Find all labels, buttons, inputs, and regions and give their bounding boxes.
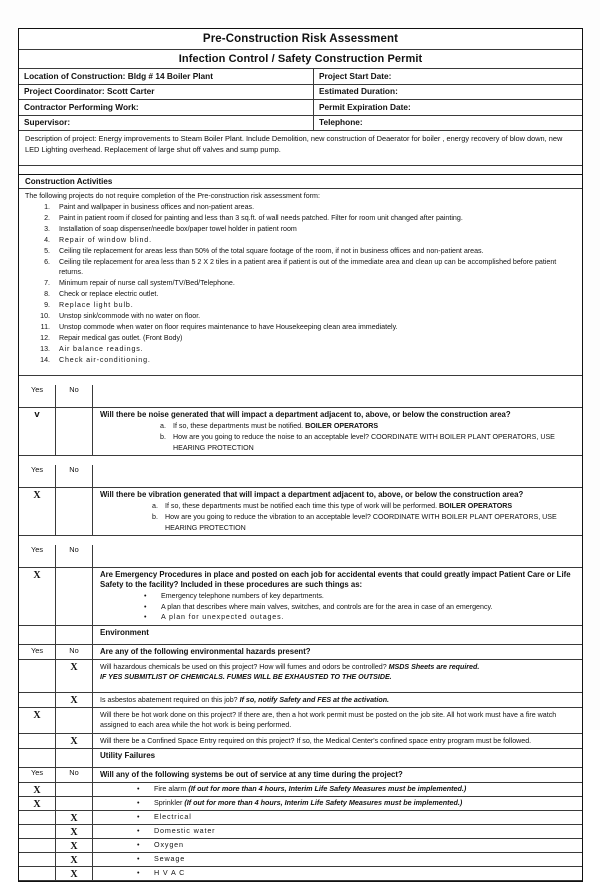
column-header-yes: Yes: [19, 545, 56, 567]
vibration-sub-a-label: a.: [152, 502, 158, 511]
activity-item: [25, 224, 576, 234]
environment-row-line1: [100, 695, 577, 705]
environment-row: [19, 734, 582, 749]
column-header-no: No: [56, 645, 93, 659]
activity-number: 6.: [44, 257, 50, 266]
info-row-location: [19, 69, 582, 85]
column-header-yes: Yes: [19, 385, 56, 407]
activity-number: 3.: [44, 224, 50, 233]
noise-sub-a-text: If so, these departments must be notified. BOILER OPERATORS: [173, 422, 379, 431]
utility-row-body: [93, 797, 582, 810]
utility-system-name: Fire alarm: [154, 783, 189, 793]
permit-expiration-date-field[interactable]: Permit Expiration Date:: [319, 101, 411, 112]
utility-no-checkbox[interactable]: [56, 783, 93, 796]
utility-rows: [19, 783, 582, 881]
utility-no-checkbox[interactable]: X: [56, 867, 93, 880]
utility-item: [93, 854, 577, 864]
emergency-bullet-text: A plan that describes where main valves, switches, and controls are for the area in case of an emergency.: [161, 602, 493, 611]
utility-yes-checkbox[interactable]: [19, 811, 56, 824]
activity-item: [25, 257, 576, 278]
activity-number: 12.: [40, 333, 50, 342]
utility-yes-checkbox[interactable]: [19, 867, 56, 880]
utility-no-checkbox[interactable]: X: [56, 839, 93, 852]
column-header-yes: Yes: [19, 465, 56, 487]
project-coordinator-field[interactable]: Project Coordinator: Scott Carter: [19, 85, 314, 100]
environment-label-row: [19, 626, 582, 645]
estimated-duration-field[interactable]: Estimated Duration:: [319, 86, 398, 97]
page-title: Pre-Construction Risk Assessment: [19, 29, 582, 50]
activity-number: 9.: [44, 300, 50, 309]
activity-text: Repair of window blind.: [59, 235, 152, 244]
utility-system-name: Electrical: [154, 811, 192, 821]
info-row-contractor: [19, 100, 582, 116]
activity-item: [25, 344, 576, 354]
section-header-construction-activities: Construction Activities: [19, 175, 582, 190]
emergency-bullet-list: [100, 591, 577, 623]
utility-system-note: (If out for more than 4 hours, Interim Life Safety Measures must be implemented.): [184, 797, 463, 807]
vibration-yes-checkbox[interactable]: X: [19, 488, 56, 535]
environment-row-line1: [100, 662, 577, 672]
environment-row-text: [93, 660, 582, 692]
column-header-no: No: [56, 465, 93, 487]
environment-row-plain: Will there be hot work done on this project? If there are, then a hot work permit must be posted on the job site. All hot work must have a fire watch assigned to each area while the hot work is being performed.: [100, 711, 557, 730]
vibration-sub-a-text: If so, these departments must be notified each time this type of work will be performed. BOILER OPERATORS: [165, 502, 513, 511]
environment-row: [19, 693, 582, 708]
environment-row-text: [93, 708, 582, 733]
environment-label-no-spacer: [56, 626, 93, 644]
environment-row-line1: [100, 736, 577, 746]
utility-item: [93, 868, 577, 878]
emergency-question-row: [19, 568, 582, 626]
utility-row: [19, 853, 582, 867]
environment-row: [19, 660, 582, 693]
noise-yesno-header: [19, 385, 582, 408]
utility-row: [19, 839, 582, 853]
bullet-dot-icon: •: [137, 797, 140, 807]
vibration-sub-b-label: b.: [152, 513, 158, 522]
vibration-header-spacer: [93, 465, 582, 487]
utility-label-no-spacer: [56, 749, 93, 767]
utility-yes-checkbox[interactable]: [19, 839, 56, 852]
bullet-dot-icon: •: [144, 592, 147, 601]
activity-item: [25, 246, 576, 256]
environment-row-line1: [100, 710, 577, 731]
utility-no-checkbox[interactable]: [56, 797, 93, 810]
activity-item: [25, 278, 576, 288]
activity-text: Minimum repair of nurse call system/TV/Bed/Telephone.: [59, 279, 235, 288]
environment-yes-checkbox[interactable]: [19, 660, 56, 692]
utility-row: [19, 797, 582, 811]
environment-label-yes-spacer: [19, 626, 56, 644]
utility-row: [19, 783, 582, 797]
info-row-coordinator: [19, 85, 582, 101]
activity-number: 4.: [44, 235, 50, 244]
vibration-sub-b-text: How are you going to reduce the vibration to an acceptable level? COORDINATE WITH BOILER PLANT OPERATORS, USE HEARING PROTECTION: [165, 513, 557, 532]
location-of-construction-field[interactable]: Location of Construction: Bldg # 14 Boiler Plant: [19, 69, 314, 84]
activity-item: [25, 289, 576, 299]
utility-item: [93, 812, 577, 822]
spacer-band-top: [19, 166, 582, 175]
activity-number: 8.: [44, 289, 50, 298]
noise-sub-a: [100, 421, 577, 431]
environment-no-checkbox[interactable]: X: [56, 693, 93, 707]
activity-item: [25, 355, 576, 365]
utility-system-note: (If out for more than 4 hours, Interim Life Safety Measures must be implemented.): [188, 783, 467, 793]
utility-system-name: Oxygen: [154, 839, 184, 849]
utility-row-body: [93, 839, 582, 852]
vibration-no-checkbox[interactable]: [56, 488, 93, 535]
environment-row: [19, 708, 582, 734]
activity-text: Check or replace electric outlet.: [59, 289, 159, 298]
contractor-performing-work-field[interactable]: Contractor Performing Work:: [19, 100, 314, 115]
environment-yesno-header: [19, 645, 582, 660]
emergency-yes-checkbox[interactable]: X: [19, 568, 56, 625]
activity-item: [25, 213, 576, 223]
spacer-band-activities: [19, 376, 582, 385]
project-start-date-field[interactable]: Project Start Date:: [319, 70, 392, 81]
activity-number: 5.: [44, 246, 50, 255]
bullet-dot-icon: •: [137, 867, 140, 877]
utility-no-checkbox[interactable]: X: [56, 825, 93, 838]
noise-header-spacer: [93, 385, 582, 407]
environment-heading: Are any of the following environmental hazards present?: [100, 647, 311, 657]
activity-number: 11.: [40, 322, 50, 331]
bullet-dot-icon: •: [137, 811, 140, 821]
bullet-dot-icon: •: [137, 825, 140, 835]
noise-sub-b: [100, 432, 577, 453]
utility-row-body: [93, 853, 582, 866]
emergency-bullet-text: A plan for unexpected outages.: [161, 613, 285, 622]
supervisor-field[interactable]: Supervisor:: [19, 116, 314, 131]
activity-number: 2.: [44, 214, 50, 223]
utility-yes-checkbox[interactable]: X: [19, 783, 56, 796]
noise-question-body: [93, 408, 582, 455]
environment-row-text: [93, 693, 582, 707]
utility-row: [19, 867, 582, 881]
utility-yes-checkbox[interactable]: X: [19, 797, 56, 810]
environment-no-checkbox[interactable]: X: [56, 660, 93, 692]
utility-item: [93, 798, 577, 808]
vibration-question-text: Will there be vibration generated that will impact a department adjacent to, above, or below the construction area?: [100, 489, 524, 499]
noise-yes-checkbox[interactable]: v: [19, 408, 56, 455]
emergency-no-checkbox[interactable]: [56, 568, 93, 625]
emergency-question-text: Are Emergency Procedures in place and posted on each job for accidental events that could greatly impact Patient Care or Life Safety to the facility? Included in these procedures are such things as:: [100, 569, 571, 589]
activity-text: Paint in patient room if closed for painting and less than 3 sq.ft. of wall needs patched. Filter for room unit changed after painting.: [59, 214, 463, 223]
activity-text: Repair medical gas outlet. (Front Body): [59, 333, 183, 342]
spacer-band-vibration: [19, 536, 582, 545]
spacer-band-noise: [19, 456, 582, 465]
noise-sub-b-label: b.: [160, 433, 166, 442]
emergency-bullet-item: [100, 612, 577, 623]
utility-yesno-header: [19, 768, 582, 783]
utility-label-yes-spacer: [19, 749, 56, 767]
utility-row-body: [93, 783, 582, 796]
noise-departments-value: BOILER OPERATORS: [305, 422, 379, 431]
environment-row-line2: IF YES SUBMITLIST OF CHEMICALS. FUMES WILL BE EXHAUSTED TO THE OUTSIDE.: [100, 673, 392, 682]
environment-row-plain: Will hazardous chemicals be used on this project? How will fumes and odors be controlled?: [100, 663, 389, 672]
utility-label-row: [19, 749, 582, 768]
environment-no-checkbox[interactable]: X: [56, 734, 93, 748]
activity-text: Air balance readings.: [59, 344, 144, 353]
vibration-question-body: [93, 488, 582, 535]
environment-row-emphasis: MSDS Sheets are required.: [388, 663, 480, 672]
telephone-field[interactable]: Telephone:: [319, 117, 363, 128]
activities-list: [25, 202, 576, 365]
activity-text: Replace light bulb.: [59, 300, 134, 309]
environment-yes-checkbox[interactable]: [19, 693, 56, 707]
noise-question-text: Will there be noise generated that will impact a department adjacent to, above, or below the construction area?: [100, 409, 511, 419]
emergency-bullet-text: Emergency telephone numbers of key departments.: [161, 592, 324, 601]
activity-text: Installation of soap dispenser/needle box/paper towel holder in patient room: [59, 224, 297, 233]
noise-question-row: [19, 408, 582, 456]
emergency-yesno-header: [19, 545, 582, 568]
emergency-bullet-item: [100, 591, 577, 602]
activity-item: [25, 235, 576, 245]
activities-intro: The following projects do not require completion of the Pre-construction risk assessment form:: [25, 192, 320, 201]
activity-text: Unstop sink/commode with no water on floor.: [59, 311, 201, 320]
activity-item: [25, 333, 576, 343]
environment-no-checkbox[interactable]: [56, 708, 93, 733]
bullet-dot-icon: •: [137, 853, 140, 863]
activity-item: [25, 300, 576, 310]
activity-number: 7.: [44, 279, 50, 288]
activity-text: Unstop commode when water on floor requires maintenance to have Housekeeping clean area immediately.: [59, 322, 398, 331]
column-header-no: No: [56, 545, 93, 567]
activity-text: Check air-conditioning.: [59, 355, 151, 364]
bullet-dot-icon: •: [137, 783, 140, 793]
vibration-departments-value: BOILER OPERATORS: [439, 502, 513, 511]
noise-sub-a-label: a.: [160, 422, 166, 431]
section-header-environment: Environment: [100, 628, 149, 638]
utility-item: [93, 826, 577, 836]
bullet-dot-icon: •: [144, 613, 147, 622]
noise-no-checkbox[interactable]: [56, 408, 93, 455]
utility-heading: Will any of the following systems be out of service at any time during the project?: [100, 769, 403, 779]
environment-rows: [19, 660, 582, 749]
environment-yes-checkbox[interactable]: X: [19, 708, 56, 733]
vibration-sub-b: [100, 512, 577, 533]
vibration-sub-a: [100, 501, 577, 511]
utility-system-name: Sewage: [154, 853, 186, 863]
vibration-question-row: [19, 488, 582, 536]
column-header-yes: Yes: [19, 768, 56, 782]
activity-number: 14.: [40, 355, 50, 364]
activity-number: 10.: [40, 311, 50, 320]
emergency-question-body: [93, 568, 582, 625]
utility-yes-checkbox[interactable]: [19, 853, 56, 866]
column-header-no: No: [56, 768, 93, 782]
utility-system-name: Sprinkler: [154, 797, 185, 807]
environment-row-plain: Is asbestos abatement required on this job?: [100, 695, 240, 704]
environment-yes-checkbox[interactable]: [19, 734, 56, 748]
utility-row: [19, 825, 582, 839]
utility-row-body: [93, 811, 582, 824]
utility-row-body: [93, 867, 582, 880]
utility-row-body: [93, 825, 582, 838]
construction-activities-body: [19, 189, 582, 376]
activity-text: Ceiling tile replacement for areas less than 50% of the total square footage of the room, if not in business offices and non-patient areas.: [59, 246, 484, 255]
activity-number: 13.: [40, 344, 50, 353]
noise-sub-b-text: How are you going to reduce the noise to an acceptable level? COORDINATE WITH BOILER PLANT OPERATORS, USE HEARING PROTECTION: [173, 433, 555, 452]
utility-item: [93, 784, 577, 794]
activity-item: [25, 202, 576, 212]
column-header-yes: Yes: [19, 645, 56, 659]
utility-yes-checkbox[interactable]: [19, 825, 56, 838]
emergency-bullet-item: [100, 602, 577, 613]
page-subtitle: Infection Control / Safety Construction Permit: [19, 50, 582, 69]
environment-row-emphasis: If so, notify Safety and FES at the activation.: [239, 695, 389, 704]
emergency-header-spacer: [93, 545, 582, 567]
utility-item: [93, 840, 577, 850]
vibration-yesno-header: [19, 465, 582, 488]
utility-row: [19, 811, 582, 825]
project-description[interactable]: Description of project: Energy improvements to Steam Boiler Plant. Include Demolition, new construction of Deaerator for boiler , energy recovery of blow down, new LED Lighting overhead. Replacement of large shut off valves and sump pump.: [19, 131, 582, 165]
bullet-dot-icon: •: [144, 602, 147, 611]
utility-no-checkbox[interactable]: X: [56, 811, 93, 824]
activity-item: [25, 322, 576, 332]
utility-system-name: H V A C: [154, 867, 186, 877]
activity-text: Paint and wallpaper in business offices and non-patient areas.: [59, 203, 255, 212]
column-header-no: No: [56, 385, 93, 407]
activity-number: 1.: [44, 203, 50, 212]
bullet-dot-icon: •: [137, 839, 140, 849]
utility-system-name: Domestic water: [154, 825, 216, 835]
activity-text: Ceiling tile replacement for area less than 5 2 X 2 tiles in a patient area if patient is out of the immediate area and clean up can be accomplished before patient returns.: [59, 257, 557, 277]
activity-item: [25, 311, 576, 321]
section-header-utility-failures: Utility Failures: [100, 750, 156, 760]
environment-row-text: [93, 734, 582, 748]
permit-form: [18, 28, 583, 882]
utility-no-checkbox[interactable]: X: [56, 853, 93, 866]
environment-row-plain: Will there be a Confined Space Entry required on this project? If so, the Medical Center's confined space entry program must be followed.: [100, 736, 532, 745]
info-row-supervisor: [19, 116, 582, 132]
